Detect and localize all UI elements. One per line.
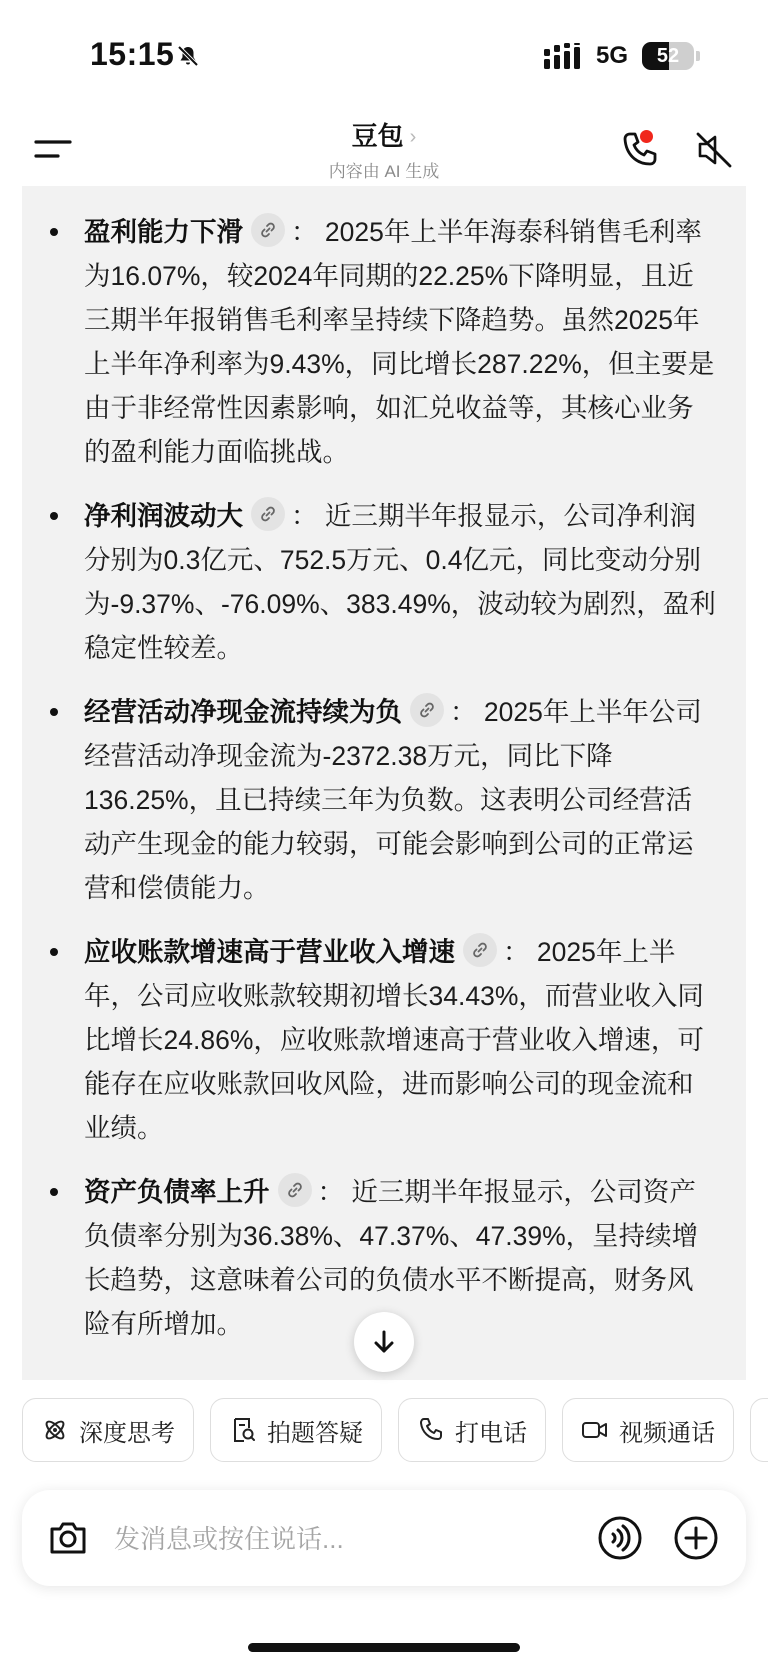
reference-link-button[interactable]: [251, 497, 285, 531]
link-icon: [259, 221, 277, 239]
reference-link-button[interactable]: [463, 933, 497, 967]
video-icon: [581, 1416, 609, 1444]
battery-tip: [696, 51, 700, 61]
message-input[interactable]: [112, 1514, 536, 1564]
chat-header: [0, 110, 768, 186]
risk-title: 盈利能力下滑: [84, 217, 243, 247]
quick-action-phone-call[interactable]: [398, 1398, 546, 1462]
plus-icon[interactable]: [673, 1515, 719, 1561]
quick-action-label: 深度思考: [79, 1419, 175, 1447]
risk-text: 近三期半年报显示，公司资产负债率分别为36.38%、47.37%、47.39%，呈持续增长趋势，这意味着公司的负债水平不断提高，财务风险有所增加。: [84, 1177, 699, 1339]
link-icon: [286, 1181, 304, 1199]
status-bar: [0, 0, 768, 110]
risk-title: 经营活动净现金流持续为负: [84, 697, 402, 727]
chat-title[interactable]: 豆包: [351, 121, 404, 151]
reference-link-button[interactable]: [251, 213, 285, 247]
list-item: [84, 210, 718, 474]
signal-icon: [544, 43, 584, 69]
quick-action-more[interactable]: [750, 1398, 768, 1462]
link-icon: [418, 701, 436, 719]
quick-action-label: 视频通话: [619, 1419, 715, 1447]
quick-actions-bar: [0, 1398, 768, 1466]
risk-title: 资产负债率上升: [84, 1177, 270, 1207]
ai-message-card: [22, 186, 746, 1380]
phone-icon: [417, 1416, 445, 1444]
link-icon: [259, 505, 277, 523]
quick-action-deep-think[interactable]: [22, 1398, 194, 1462]
status-time: 15:15: [90, 36, 175, 72]
bell-muted-icon: [176, 44, 200, 68]
risk-separator: ：: [503, 937, 530, 967]
battery-icon: [642, 42, 694, 70]
arrow-down-icon: [371, 1329, 397, 1355]
list-item: [84, 690, 718, 910]
risk-separator: ：: [291, 501, 318, 531]
chevron-right-icon[interactable]: ›: [409, 126, 417, 148]
quick-action-label: 打电话: [455, 1419, 527, 1447]
reference-link-button[interactable]: [410, 693, 444, 727]
risk-title: 应收账款增速高于营业收入增速: [84, 937, 455, 967]
call-notification-dot: [640, 130, 653, 143]
home-indicator: [248, 1643, 520, 1652]
risk-text: 2025年上半年，公司应收账款较期初增长34.43%，而营业收入同比增长24.86%，应收账款增速高于营业收入增速，可能存在应收账款回收风险，进而影响公司的现金流和业绩。: [84, 937, 704, 1143]
network-type: 5G: [596, 42, 629, 69]
voice-input-icon[interactable]: [597, 1515, 643, 1561]
scroll-to-bottom-button[interactable]: [354, 1312, 414, 1372]
quick-action-photo-question[interactable]: [210, 1398, 382, 1462]
risk-text: 2025年上半年海泰科销售毛利率为16.07%，较2024年同期的22.25%下降明显，且近三期半年报销售毛利率呈持续下降趋势。虽然2025年上半年净利率为9.43%，同比增长287.22%，但主要是由于非经常性因素影响，如汇兑收益等，其核心业务的盈利能力面临挑战。: [84, 217, 715, 467]
list-item: [84, 494, 718, 670]
risk-title: 净利润波动大: [84, 501, 243, 531]
reference-link-button[interactable]: [278, 1173, 312, 1207]
risk-list: [22, 186, 746, 1346]
quick-action-label: 拍题答疑: [267, 1419, 363, 1447]
list-item: [84, 930, 718, 1150]
risk-separator: ：: [450, 697, 477, 727]
risk-separator: ：: [291, 217, 318, 247]
camera-icon[interactable]: [46, 1516, 90, 1560]
ai-disclaimer: 内容由 AI 生成: [328, 162, 440, 181]
atom-icon: [41, 1416, 69, 1444]
scan-question-icon: [229, 1416, 257, 1444]
message-input-bar: [22, 1490, 746, 1586]
risk-text: 近三期半年报显示，公司净利润分别为0.3亿元、752.5万元、0.4亿元，同比变动分别为-9.37%、-76.09%、383.49%，波动较为剧烈，盈利稳定性较差。: [84, 501, 716, 663]
risk-text: 2025年上半年公司经营活动净现金流为-2372.38万元，同比下降136.25%，且已持续三年为负数。这表明公司经营活动产生现金的能力较弱，可能会影响到公司的正常运营和偿债能力。: [84, 697, 702, 903]
link-icon: [471, 941, 489, 959]
battery-level: 52: [656, 45, 680, 67]
risk-separator: ：: [317, 1177, 344, 1207]
speaker-muted-icon[interactable]: [694, 130, 734, 170]
quick-action-video-call[interactable]: [562, 1398, 734, 1462]
